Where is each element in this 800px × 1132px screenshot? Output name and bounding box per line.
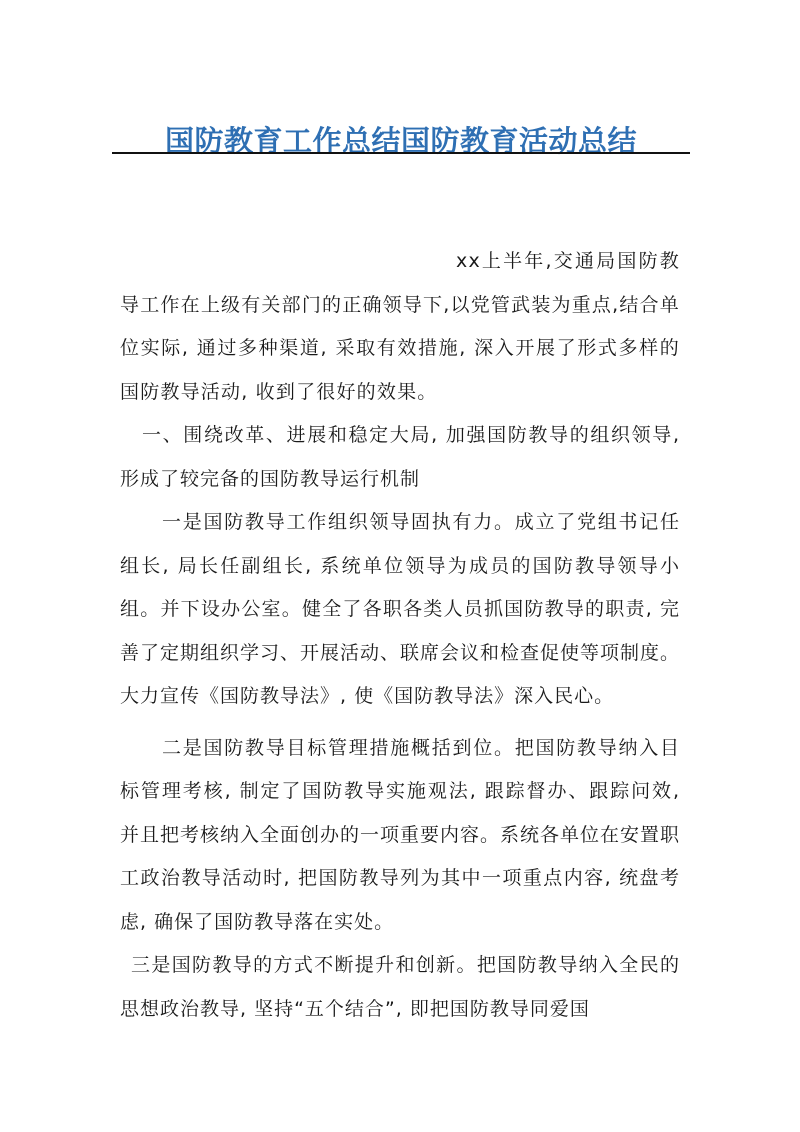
point-3-paragraph: 三是国防教导的方式不断提升和创新。把国防教导纳入全民的思想政治教导, 坚持“五个结合”, 即把国防教导同爱国 [120,954,680,1020]
document-body [120,240,680,1031]
title-underline [112,152,690,154]
point-2-paragraph: 二是国防教导目标管理措施概括到位。把国防教导纳入目标管理考核, 制定了国防教导实施观法, 跟踪督办、跟踪问效, 并且把考核纳入全面创办的一项重要内容。系统各单位在安置职工政治教导活动时, 把国防教导列为其中一项重点内容, 统盘考虑, 确保了国防教导落在实处。 [120,736,681,933]
intro-paragraph: xx上半年,交通局国防教导工作在上级有关部门的正确领导下,以党管武装为重点,结合单位实际, 通过多种渠道, 采取有效措施, 深入开展了形式多样的国防教导活动, 收到了很好的效果。 [120,250,680,403]
section-heading-1: 一、围绕改革、进展和稳定大局, 加强国防教导的组织领导, 形成了较完备的国防教导运行机制 [120,424,680,490]
point-1-paragraph: 一是国防教导工作组织领导固执有力。成立了党组书记任组长, 局长任副组长, 系统单位领导为成员的国防教导领导小组。并下设办公室。健全了各职各类人员抓国防教导的职责, 完善了定期组织学习、开展活动、联席会议和检查促使等项制度。大力宣传《国防教导法》, 使《国防教导法》深入民心。 [120,511,681,707]
document-title: 国防教育工作总结国防教育活动总结 [164,124,637,159]
